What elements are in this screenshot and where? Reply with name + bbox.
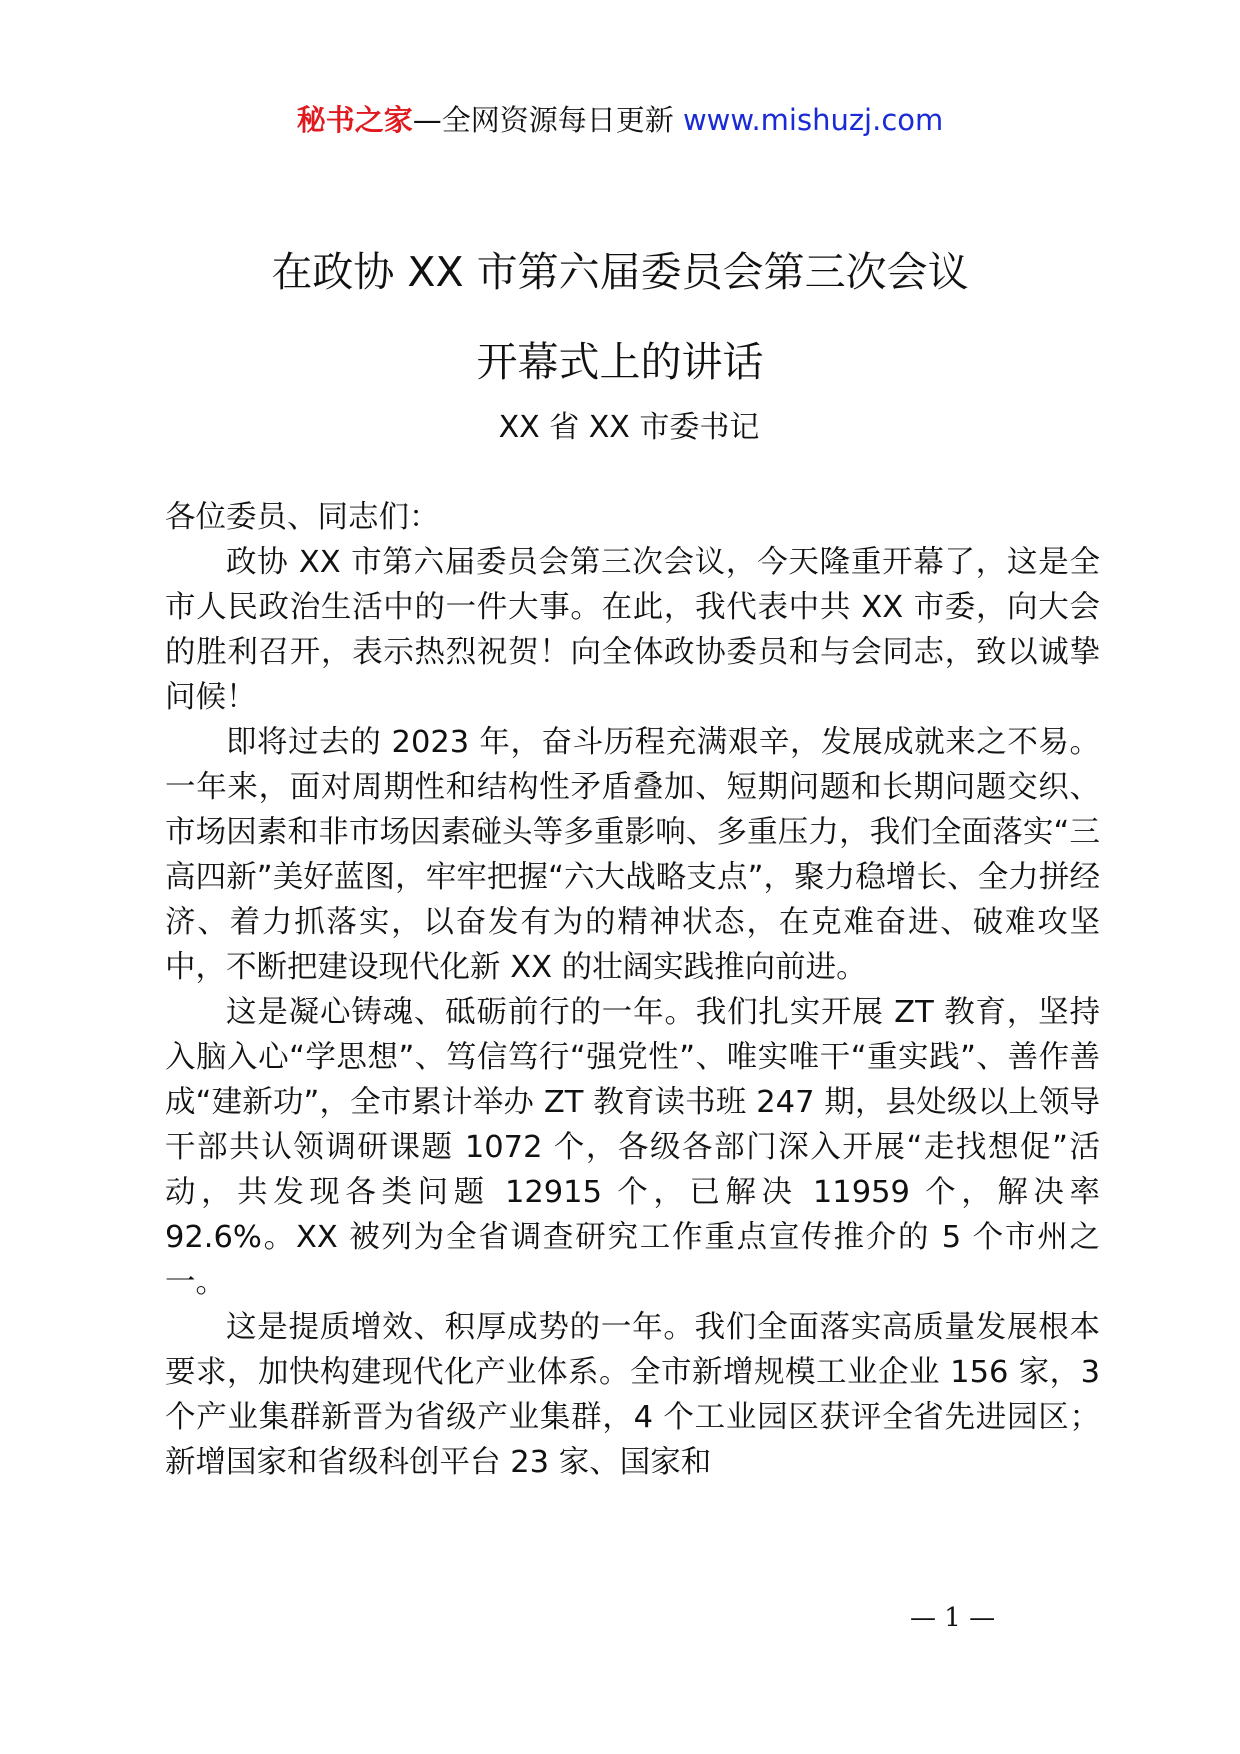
site-brand: 秘书之家 xyxy=(296,103,413,137)
document-title-line1: 在政协 XX 市第六届委员会第三次会议 xyxy=(271,248,969,296)
body-paragraph: 政协 XX 市第六届委员会第三次会议，今天隆重开幕了，这是全市人民政治生活中的一件大事。在此，我代表中共 XX 市委，向大会的胜利召开，表示热烈祝贺！向全体政协委员和与会同志，致以诚挚问候！ xyxy=(165,545,1100,715)
site-url[interactable]: www.mishuzj.com xyxy=(682,103,944,137)
site-tagline: —全网资源每日更新 xyxy=(412,103,674,137)
body-paragraph: 这是提质增效、积厚成势的一年。我们全面落实高质量发展根本要求，加快构建现代化产业体系。全市新增规模工业企业 156 家，3 个产业集群新晋为省级产业集群，4 个工业园区获评全省先进园区；新增国家和省级科创平台 23 家、国家和 xyxy=(165,1310,1100,1480)
page-number: — 1 — xyxy=(910,1603,996,1633)
salutation: 各位委员、同志们： xyxy=(165,500,440,535)
body-paragraph: 这是凝心铸魂、砥砺前行的一年。我们扎实开展 ZT 教育，坚持入脑入心“学思想”、笃信笃行“强党性”、唯实唯干“重实践”、善作善成“建新功”，全市累计举办 ZT 教育读书班 247 期，县处级以上领导干部共认领调研课题 1072 个，各级各部门深入开展“走找想促”活动，共发现各类问题 12915 个，已解决 11959 个，解决率 92.6%。XX 被列为全省调查研究工作重点宣传推介的 5 个市州之一。 xyxy=(165,995,1100,1300)
document-body xyxy=(165,495,1100,1485)
site-header xyxy=(0,100,1240,140)
body-paragraph: 即将过去的 2023 年，奋斗历程充满艰辛，发展成就来之不易。一年来，面对周期性和结构性矛盾叠加、短期问题和长期问题交织、市场因素和非市场因素碰头等多重影响、多重压力，我们全面落实“三高四新”美好蓝图，牢牢把握“六大战略支点”，聚力稳增长、全力拼经济、着力抓落实，以奋发有为的精神状态，在克难奋进、破难攻坚中，不断把建设现代化新 XX 的壮阔实践推向前进。 xyxy=(165,725,1100,985)
document-title-line2: 开幕式上的讲话 xyxy=(476,338,764,386)
document-author: XX 省 XX 市委书记 xyxy=(498,410,760,445)
